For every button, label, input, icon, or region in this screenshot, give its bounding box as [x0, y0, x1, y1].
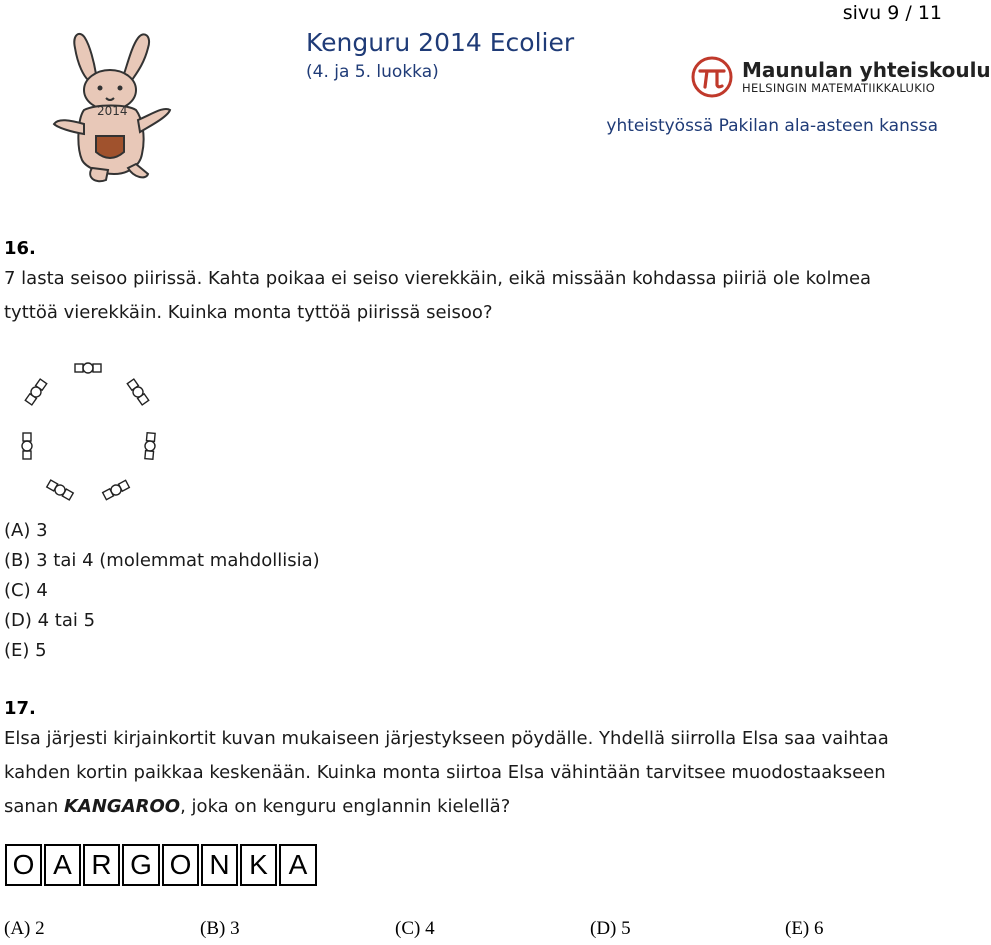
letter-card: K: [240, 844, 277, 886]
question-17-line-3: [4, 790, 959, 824]
q16-option-b: (B) 3 tai 4 (molemmat mahdollisia): [4, 550, 320, 571]
child-figure: [126, 378, 149, 405]
letter-card: O: [162, 844, 199, 886]
question-17-text: [4, 722, 959, 824]
child-figure: [22, 433, 32, 459]
question-16-text: [4, 262, 959, 330]
question-17-line-2: kahden kortin paikkaa keskenään. Kuinka monta siirtoa Elsa vähintään tarvitsee muodostaakseen: [4, 762, 886, 783]
school-subtitle: HELSINGIN MATEMATIIKKALUKIO: [742, 81, 936, 95]
letter-card: R: [83, 844, 120, 886]
question-16-line-2: tyttöä vierekkäin. Kuinka monta tyttöä piirissä seisoo?: [4, 302, 493, 323]
child-figure: [144, 433, 156, 460]
q17-option-d: (D) 5: [590, 918, 631, 939]
letter-card: N: [201, 844, 238, 886]
mascot-year: 2014: [97, 104, 128, 118]
contest-title: Kenguru 2014 Ecolier: [306, 28, 575, 57]
question-16-number: 16.: [4, 238, 36, 259]
q17-option-b: (B) 3: [200, 918, 240, 939]
q16-option-a: (A) 3: [4, 520, 48, 541]
question-17-line-1: Elsa järjesti kirjainkortit kuvan mukaiseen järjestykseen pöydälle. Yhdellä siirrolla Elsa saa vaihtaa: [4, 728, 889, 749]
letter-card: A: [44, 844, 81, 886]
collaboration-note: yhteistyössä Pakilan ala-asteen kanssa: [606, 116, 938, 136]
children-circle-figure: [10, 355, 170, 505]
q17-option-a: (A) 2: [4, 918, 45, 939]
q17-option-e: (E) 6: [785, 918, 824, 939]
grade-levels: (4. ja 5. luokka): [306, 62, 439, 82]
letter-card: G: [122, 844, 160, 886]
question-17-number: 17.: [4, 698, 36, 719]
child-figure: [102, 479, 130, 500]
child-figure: [75, 363, 101, 373]
q17-option-c: (C) 4: [395, 918, 435, 939]
letter-card: O: [5, 844, 42, 886]
letter-card: A: [279, 844, 317, 886]
q16-option-c: (C) 4: [4, 580, 48, 601]
page-number: sivu 9 / 11: [842, 2, 942, 24]
question-17-line-3-start: sanan: [4, 796, 64, 817]
q16-option-e: (E) 5: [4, 640, 47, 661]
pi-logo-icon: [690, 55, 734, 99]
question-16-line-1: 7 lasta seisoo piirissä. Kahta poikaa ei seiso vierekkäin, eikä missään kohdassa piiriä ole kolmea: [4, 268, 872, 289]
question-17-line-3-end: , joka on kenguru englannin kielellä?: [180, 796, 511, 817]
child-figure: [24, 378, 47, 405]
child-figure: [46, 479, 74, 501]
target-word: KANGAROO: [63, 796, 181, 817]
school-name: Maunulan yhteiskoulu: [742, 58, 991, 82]
q16-option-d: (D) 4 tai 5: [4, 610, 96, 631]
